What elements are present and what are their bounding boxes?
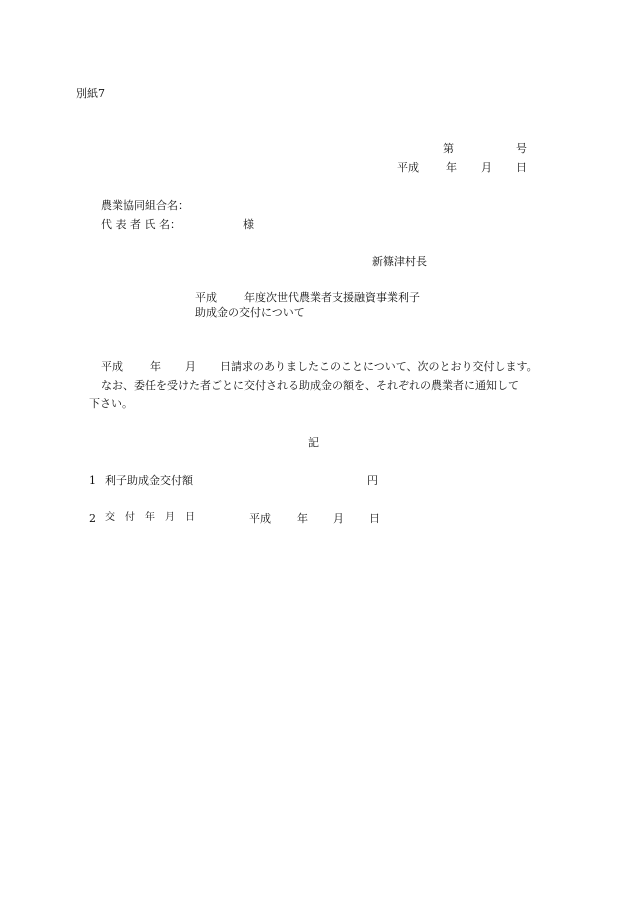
body-paragraph-1: 日請求のありましたこのことについて、次のとおり交付します。	[220, 360, 538, 373]
subject-line-1: 年度次世代農業者支援融資事業利子	[244, 291, 420, 304]
honorific-sama: 様	[243, 218, 254, 231]
item-1-number: 1	[89, 474, 96, 487]
item-2-year: 年	[297, 512, 308, 525]
doc-number-dai: 第	[443, 142, 454, 155]
subject-line-2: 助成金の交付について	[195, 306, 305, 319]
doc-number-go: 号	[516, 142, 527, 155]
body-paragraph-2-line-1: なお、委任を受けた者ごとに交付される助成金の額を、それぞれの農業者に通知して	[101, 379, 519, 392]
issue-date-day: 日	[516, 161, 527, 174]
attachment-label: 別紙7	[76, 87, 105, 100]
issue-date-era: 平成	[397, 161, 419, 174]
item-2-label: 交 付 年 月 日	[105, 512, 195, 523]
item-2-era: 平成	[249, 512, 271, 525]
item-2-number: 2	[89, 512, 96, 525]
subject-era: 平成	[195, 291, 217, 304]
item-1-unit: 円	[367, 474, 378, 487]
issue-date-year: 年	[446, 161, 457, 174]
coop-name-label: 農業協同組合名：	[101, 199, 189, 212]
sender-name: 新篠津村長	[372, 255, 427, 268]
item-1-label: 利子助成金交付額	[105, 474, 193, 487]
issue-date-month: 月	[481, 161, 492, 174]
body-paragraph-2-line-2: 下さい。	[89, 397, 133, 410]
item-2-month: 月	[333, 512, 344, 525]
ki-heading: 記	[308, 436, 319, 449]
body-era: 平成	[101, 360, 123, 373]
representative-name-label: 代 表 者 氏 名：	[101, 218, 181, 231]
item-2-day: 日	[369, 512, 380, 525]
body-month: 月	[185, 360, 196, 373]
body-year: 年	[150, 360, 161, 373]
